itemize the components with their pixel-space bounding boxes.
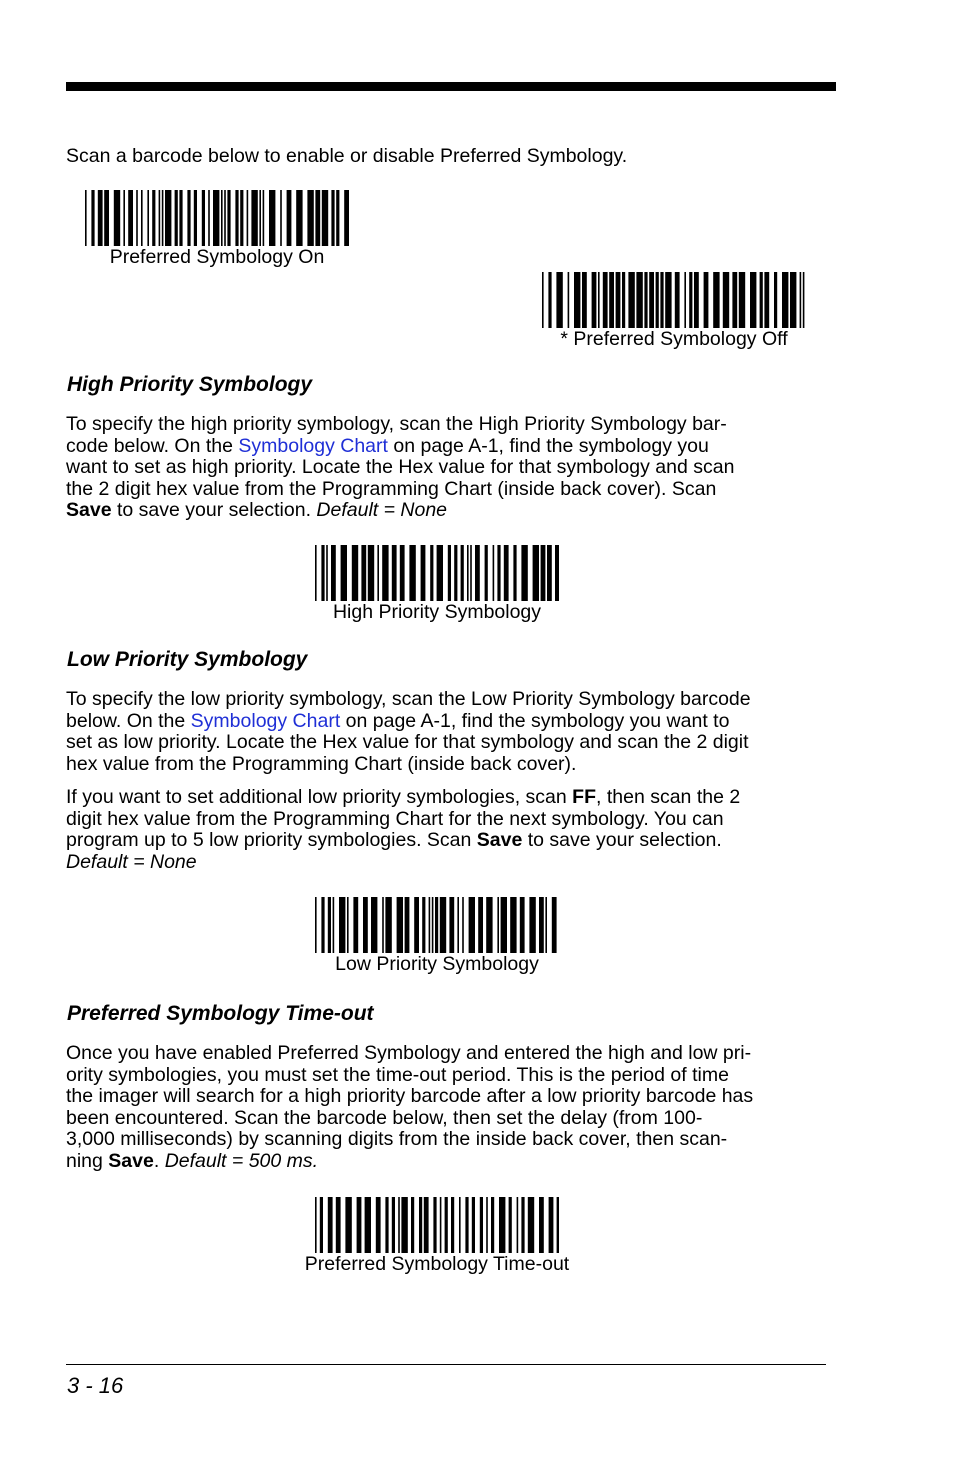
text-line: to save your selection. [111,499,317,522]
barcode-high-priority[interactable] [300,545,574,623]
barcode-low-priority[interactable] [300,897,574,975]
barcode-label: Preferred Symbology Time-out [304,1253,570,1275]
low-priority-paragraph-1 [66,689,831,775]
heading-low-priority: Low Priority Symbology [67,648,308,671]
text-line: , then scan the 2 [596,786,741,808]
text-line: the imager will search for a high priority barcode after a low priority barcode has [66,1085,754,1108]
low-priority-paragraph-2 [66,787,831,873]
high-priority-paragraph [66,414,831,522]
barcode-label: Preferred Symbology On [109,246,325,268]
timeout-paragraph [66,1043,831,1173]
symbology-chart-link[interactable]: Symbology Chart [190,709,341,732]
text-line: ority symbologies, you must set the time-out period. This is the period of time [66,1063,729,1086]
top-rule [66,82,836,91]
symbology-chart-link[interactable]: Symbology Chart [238,434,388,457]
barcode-image [315,897,559,953]
barcode-image [315,545,559,601]
barcode-image [85,190,349,246]
text-line: on page A-1, find the symbology you [387,434,709,457]
text-line: To specify the high priority symbology, scan the High Priority Symbology bar- [66,413,727,435]
text-line: ning [66,1149,109,1172]
save-keyword: Save [476,829,523,852]
barcode-timeout[interactable] [280,1197,594,1275]
text-line: If you want to set additional low priority symbologies, scan [66,786,573,808]
save-keyword: Save [108,1149,154,1172]
barcode-preferred-off[interactable] [540,272,808,350]
barcode-label: Low Priority Symbology [335,953,539,975]
default-value: Default = None [316,499,448,522]
text-line: To specify the low priority symbology, scan the Low Priority Symbology barcode [66,688,751,710]
barcode-preferred-on[interactable] [84,190,350,268]
default-value: Default = 500 ms. [164,1149,319,1172]
heading-timeout: Preferred Symbology Time-out [67,1002,374,1025]
text-line: to save your selection. [522,829,722,852]
barcode-image [542,272,806,328]
text-line: on page A-1, find the symbology you want to [340,709,730,732]
text-line: set as low priority. Locate the Hex value for that symbology and scan the 2 digit [66,731,749,754]
text-line: below. On the [66,709,191,732]
intro-text: Scan a barcode below to enable or disable Preferred Symbology. [66,145,628,167]
default-value: Default = None [66,850,197,873]
text-line: been encountered. Scan the barcode below, then set the delay (from 100- [66,1106,703,1129]
text-line: want to set as high priority. Locate the Hex value for that symbology and scan [66,456,735,479]
text-line: digit hex value from the Programming Chart for the next symbology. You can [66,807,724,830]
ff-keyword: FF [572,786,596,808]
text-line: 3,000 milliseconds) by scanning digits from the inside back cover, then scan- [66,1128,728,1151]
barcode-label: High Priority Symbology [332,601,542,623]
barcode-image [315,1197,559,1253]
heading-high-priority: High Priority Symbology [67,373,313,396]
text-line: the 2 digit hex value from the Programming Chart (inside back cover). Scan [66,477,717,500]
text-line: code below. On the [66,434,239,457]
barcode-label: * Preferred Symbology Off [560,328,788,350]
save-keyword: Save [66,499,112,522]
text-line: program up to 5 low priority symbologies. Scan [66,829,477,852]
text-line: hex value from the Programming Chart (inside back cover). [66,752,577,775]
text-line: Once you have enabled Preferred Symbology and entered the high and low pri- [66,1042,752,1064]
bottom-rule [66,1364,826,1365]
page-number: 3 - 16 [67,1373,124,1398]
text-line: . [153,1149,165,1172]
